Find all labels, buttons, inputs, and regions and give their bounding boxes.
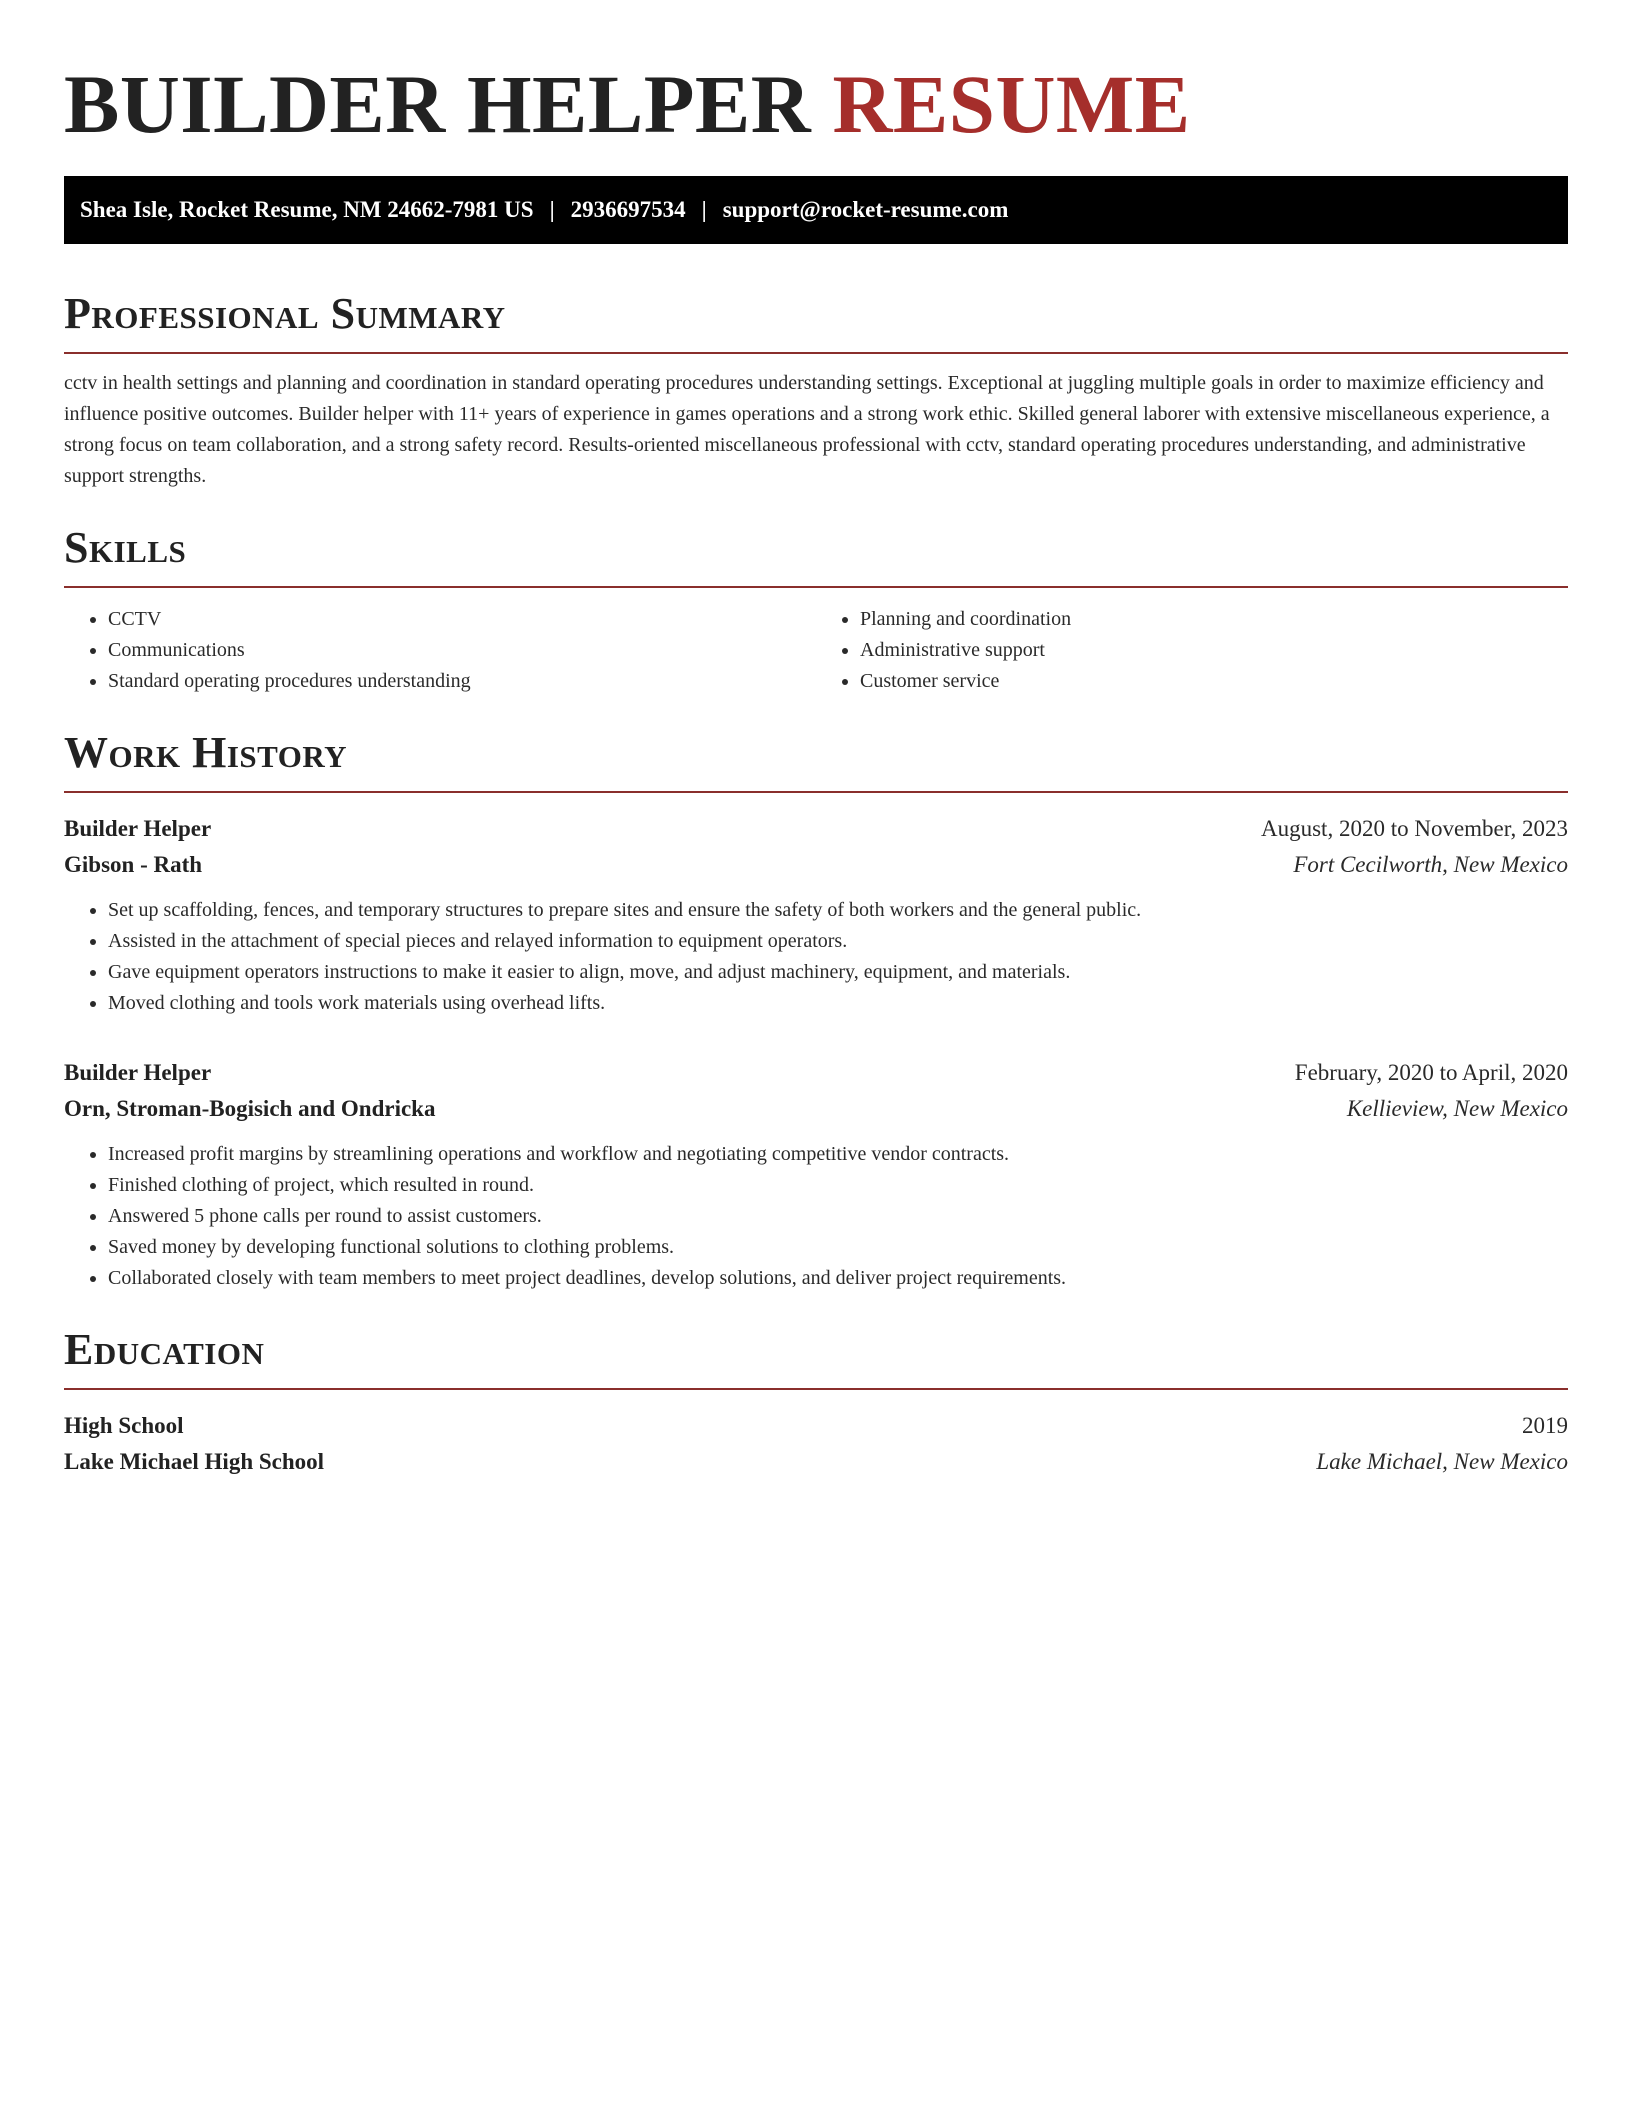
skill-item: • Administrative support bbox=[860, 635, 1568, 666]
job-duty: • Finished clothing of project, which resulted in round. bbox=[108, 1170, 1568, 1201]
job-duties bbox=[64, 895, 1568, 1019]
education-year: 2019 bbox=[1522, 1413, 1568, 1438]
skills-heading: Skills bbox=[64, 523, 187, 572]
job-header-row bbox=[64, 1055, 1568, 1091]
job-header-row bbox=[64, 811, 1568, 847]
job-duty: • Saved money by developing functional solutions to clothing problems. bbox=[108, 1232, 1568, 1263]
job-entry bbox=[64, 811, 1568, 1019]
job-location: Fort Cecilworth, New Mexico bbox=[1293, 852, 1568, 877]
skill-item: • CCTV bbox=[108, 604, 816, 635]
job-title: Builder Helper bbox=[64, 1060, 212, 1085]
skill-item: • Standard operating procedures understanding bbox=[108, 666, 816, 697]
skills-list-right bbox=[816, 604, 1568, 697]
education-heading: Education bbox=[64, 1325, 265, 1374]
skill-item: • Planning and coordination bbox=[860, 604, 1568, 635]
job-company: Orn, Stroman-Bogisich and Ondricka bbox=[64, 1096, 436, 1121]
skills-list-left bbox=[64, 604, 816, 697]
job-duty: • Assisted in the attachment of special pieces and relayed information to equipment operators. bbox=[108, 926, 1568, 957]
job-duty: • Moved clothing and tools work materials using overhead lifts. bbox=[108, 988, 1568, 1019]
resume-title bbox=[64, 0, 1568, 152]
resume-title-accent: RESUME bbox=[832, 58, 1191, 150]
job-duty: • Answered 5 phone calls per round to assist customers. bbox=[108, 1201, 1568, 1232]
education-location: Lake Michael, New Mexico bbox=[1316, 1449, 1568, 1474]
skills-section bbox=[64, 522, 1568, 697]
education-header-row bbox=[64, 1408, 1568, 1444]
summary-section bbox=[64, 288, 1568, 492]
job-company: Gibson - Rath bbox=[64, 852, 203, 877]
education-degree: High School bbox=[64, 1413, 184, 1438]
education-section bbox=[64, 1324, 1568, 1480]
section-divider bbox=[64, 586, 1568, 588]
job-entry bbox=[64, 1055, 1568, 1294]
job-title: Builder Helper bbox=[64, 816, 212, 841]
job-duty: • Increased profit margins by streamlining operations and workflow and negotiating competitive vendor contracts. bbox=[108, 1139, 1568, 1170]
summary-heading: Professional Summary bbox=[64, 289, 506, 338]
job-dates: August, 2020 to November, 2023 bbox=[1261, 816, 1568, 841]
contact-bar bbox=[64, 176, 1568, 244]
skills-grid bbox=[64, 604, 1568, 697]
contact-phone: 2936697534 bbox=[570, 197, 686, 222]
skill-item: • Customer service bbox=[860, 666, 1568, 697]
contact-address: Shea Isle, Rocket Resume, NM 24662-7981 US bbox=[80, 197, 534, 222]
job-duty: • Set up scaffolding, fences, and temporary structures to prepare sites and ensure the safety of both workers and the general public. bbox=[108, 895, 1568, 926]
job-duty: • Collaborated closely with team members to meet project deadlines, develop solutions, and deliver project requirements. bbox=[108, 1263, 1568, 1294]
job-company-row bbox=[64, 847, 1568, 883]
resume-page bbox=[64, 0, 1568, 1480]
contact-separator: | bbox=[701, 197, 707, 222]
job-dates: February, 2020 to April, 2020 bbox=[1294, 1060, 1568, 1085]
contact-separator: | bbox=[549, 197, 555, 222]
section-divider bbox=[64, 791, 1568, 793]
job-company-row bbox=[64, 1091, 1568, 1127]
education-school: Lake Michael High School bbox=[64, 1449, 325, 1474]
skill-item: • Communications bbox=[108, 635, 816, 666]
contact-email: support@rocket-resume.com bbox=[722, 197, 1009, 222]
job-duties bbox=[64, 1139, 1568, 1294]
section-divider bbox=[64, 352, 1568, 354]
work-history-section bbox=[64, 727, 1568, 1294]
job-location: Kellieview, New Mexico bbox=[1346, 1096, 1568, 1121]
work-history-heading: Work History bbox=[64, 728, 348, 777]
education-entry bbox=[64, 1408, 1568, 1480]
summary-text: cctv in health settings and planning and coordination in standard operating procedures understanding settings. Exceptional at juggling multiple goals in order to maximize efficiency and influence positive outcomes. Builder helper with 11+ years of experience in games operations and a strong work ethic. Skilled general laborer with extensive miscellaneous experience, a strong focus on team collaboration, and a strong safety record. Results-oriented miscellaneous professional with cctv, standard operating procedures understanding, and administrative support strengths. bbox=[64, 372, 1550, 487]
resume-title-main: BUILDER HELPER bbox=[64, 58, 812, 150]
section-divider bbox=[64, 1388, 1568, 1390]
job-duty: • Gave equipment operators instructions to make it easier to align, move, and adjust machinery, equipment, and materials. bbox=[108, 957, 1568, 988]
education-school-row bbox=[64, 1444, 1568, 1480]
